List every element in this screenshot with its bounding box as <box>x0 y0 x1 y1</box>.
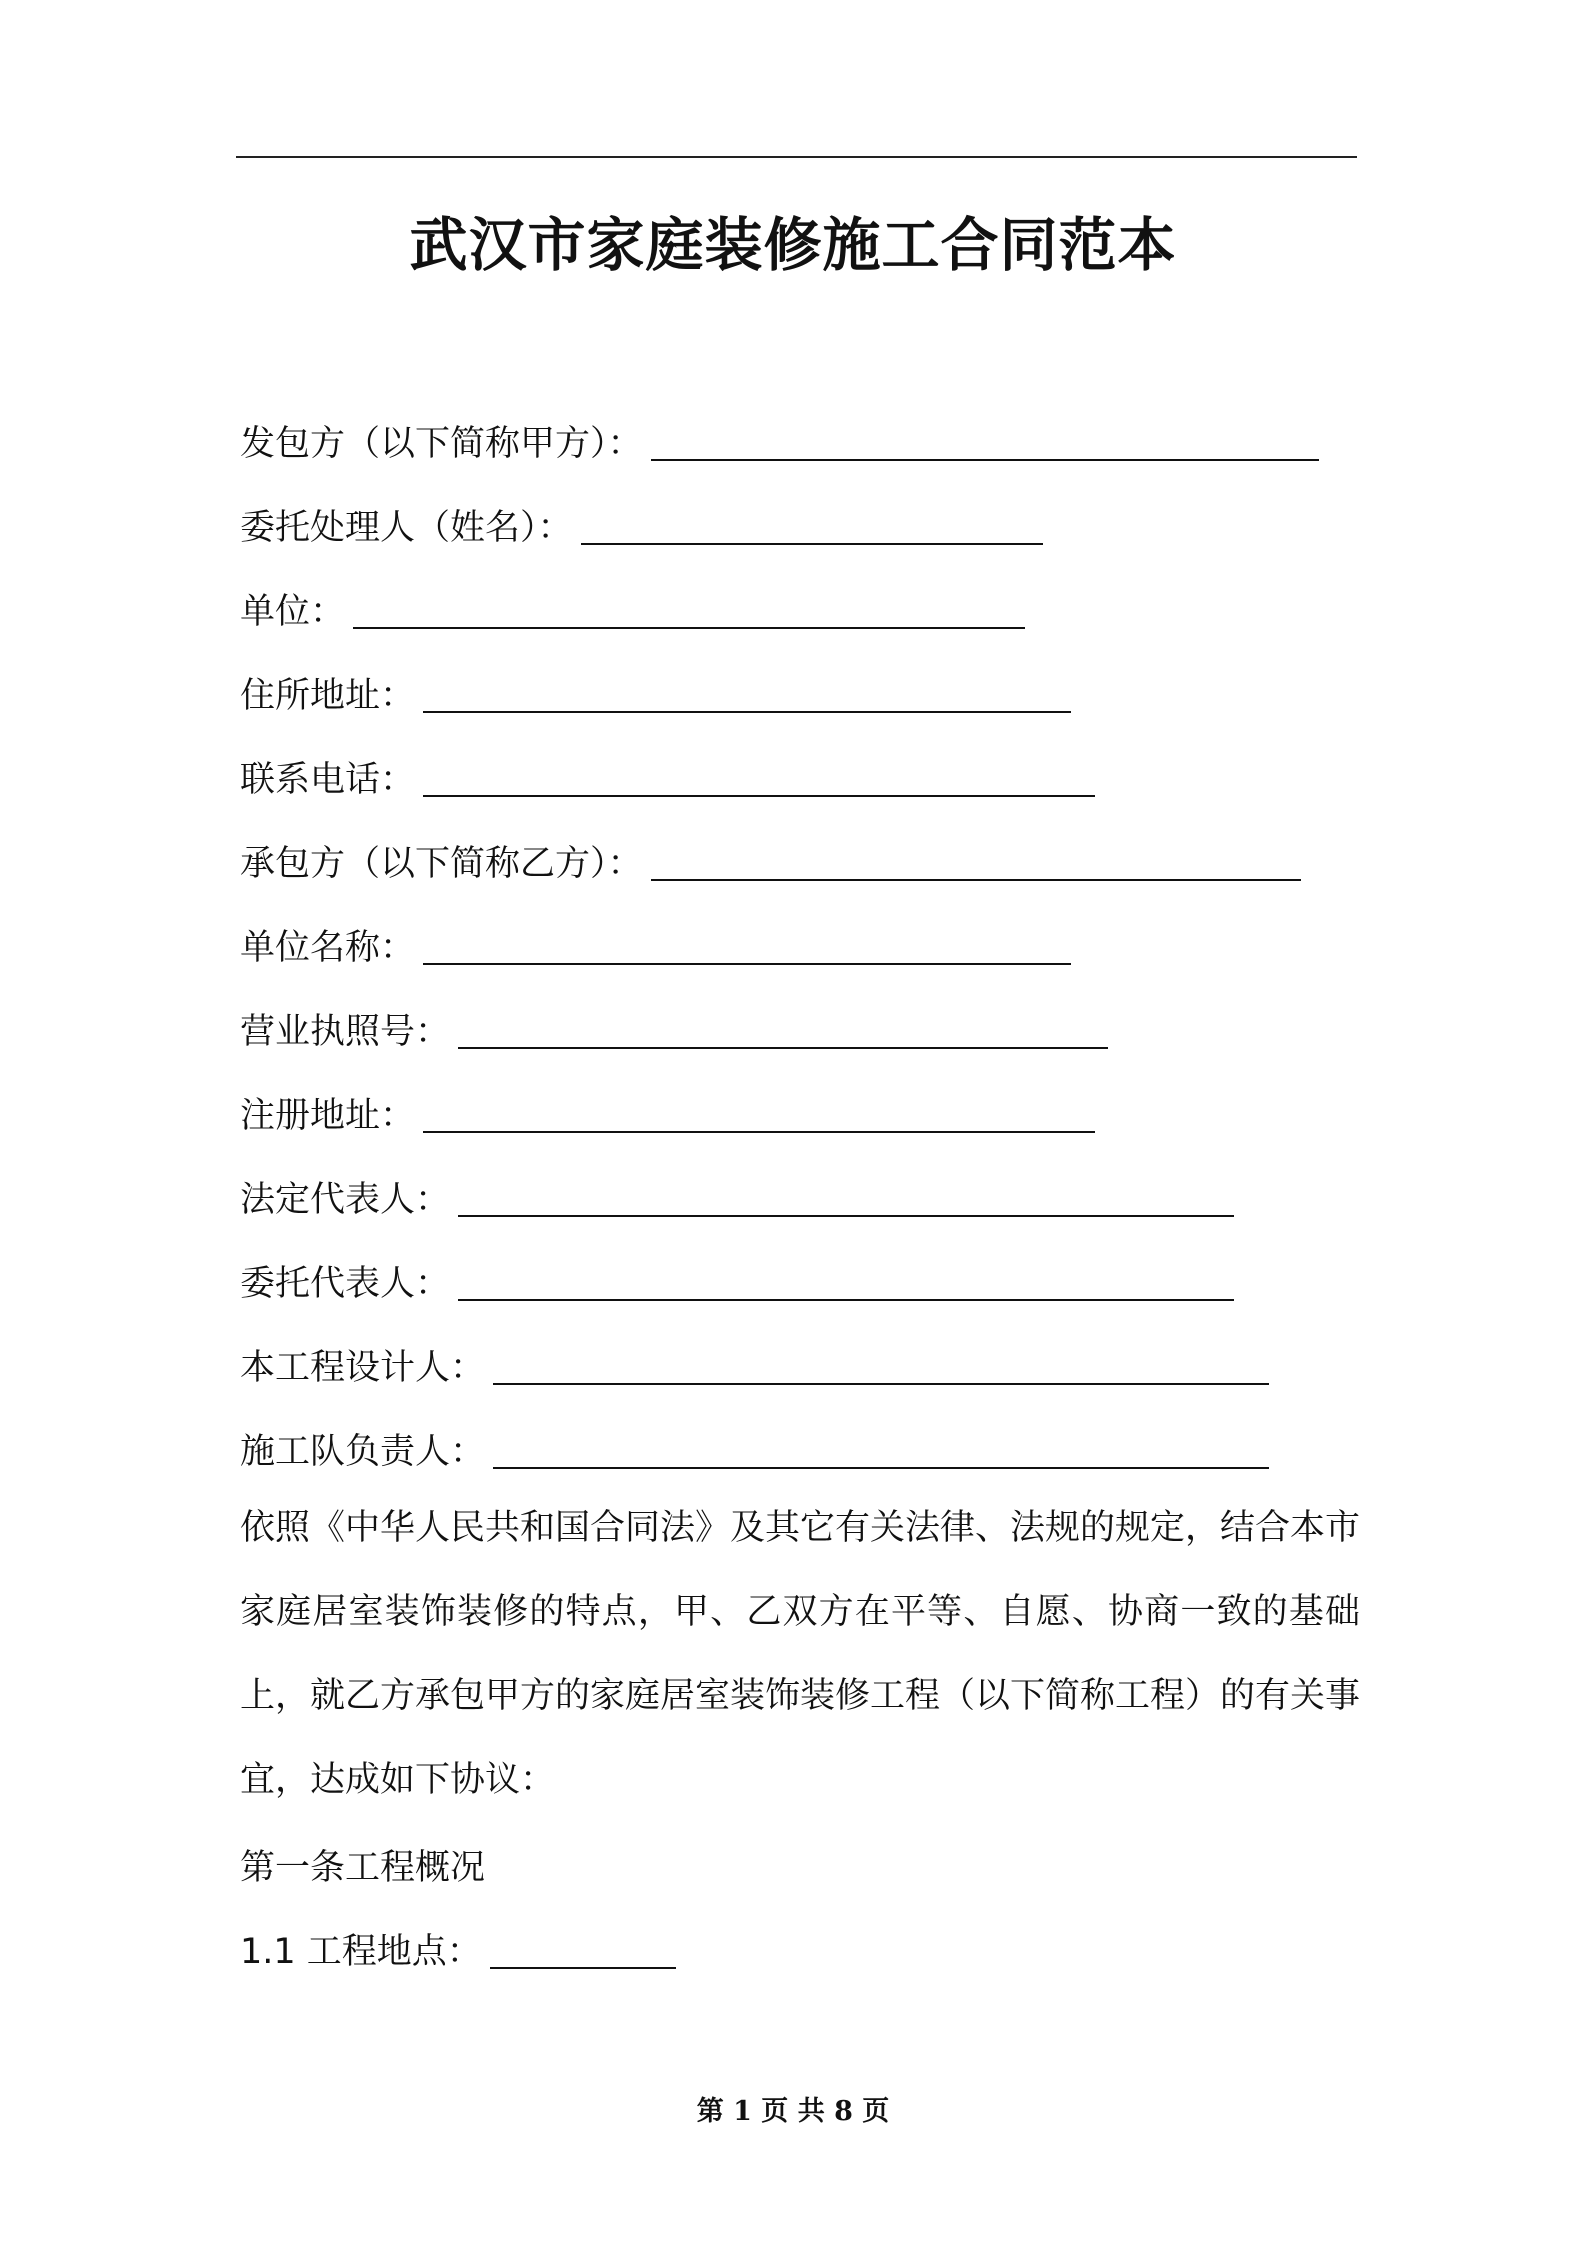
field-blank[interactable] <box>493 1345 1269 1385</box>
field-label: 承包方（以下简称乙方）： <box>240 844 643 884</box>
field-blank[interactable] <box>651 841 1301 881</box>
field-label: 住所地址： <box>240 676 416 716</box>
field-phone <box>240 750 1095 810</box>
field-authorized-representative <box>240 1254 1234 1314</box>
field-unit <box>240 582 1025 642</box>
field-construction-leader <box>240 1422 1269 1482</box>
field-legal-representative <box>240 1170 1234 1230</box>
field-label: 单位名称： <box>240 928 416 968</box>
field-label: 施工队负责人： <box>240 1432 486 1472</box>
field-label: 发包方（以下简称甲方）： <box>240 424 643 464</box>
field-business-license <box>240 1002 1108 1062</box>
field-label: 法定代表人： <box>240 1180 451 1220</box>
field-blank[interactable] <box>458 1177 1234 1217</box>
field-designer <box>240 1338 1269 1398</box>
field-registered-address <box>240 1086 1095 1146</box>
field-party-b <box>240 834 1301 894</box>
field-blank[interactable] <box>423 1093 1095 1133</box>
header-rule <box>236 156 1357 158</box>
field-blank[interactable] <box>423 925 1071 965</box>
field-blank[interactable] <box>423 757 1095 797</box>
document-title: 武汉市家庭装修施工合同范本 <box>409 211 1177 279</box>
field-label: 1.1 工程地点： <box>240 1932 482 1972</box>
field-label: 营业执照号： <box>240 1012 451 1052</box>
page-number: 第 1 页 共 8 页 <box>696 2096 890 2127</box>
field-blank[interactable] <box>423 673 1071 713</box>
field-blank[interactable] <box>458 1009 1108 1049</box>
field-company-name <box>240 918 1071 978</box>
field-label: 委托代表人： <box>240 1264 451 1304</box>
field-blank[interactable] <box>651 421 1319 461</box>
section-heading: 第一条工程概况 <box>240 1848 486 1888</box>
field-address <box>240 666 1071 726</box>
field-blank[interactable] <box>581 505 1043 545</box>
intro-paragraph: 依照《中华人民共和国合同法》及其它有关法律、法规的规定，结合本市家庭居室装饰装修的特点，甲、乙双方在平等、自愿、协商一致的基础上，就乙方承包甲方的家庭居室装饰装修工程（以下简称工程）的有关事宜，达成如下协议： <box>240 1508 1361 1800</box>
field-label: 注册地址： <box>240 1096 416 1136</box>
field-blank[interactable] <box>353 589 1025 629</box>
field-label: 委托处理人（姓名）： <box>240 508 573 548</box>
field-agent-name <box>240 498 1043 558</box>
field-blank[interactable] <box>493 1429 1269 1469</box>
field-project-location <box>240 1922 676 1982</box>
field-label: 联系电话： <box>240 760 416 800</box>
field-party-a <box>240 414 1319 474</box>
field-blank[interactable] <box>458 1261 1234 1301</box>
field-label: 本工程设计人： <box>240 1348 486 1388</box>
field-blank[interactable] <box>490 1929 676 1969</box>
field-label: 单位： <box>240 592 346 632</box>
